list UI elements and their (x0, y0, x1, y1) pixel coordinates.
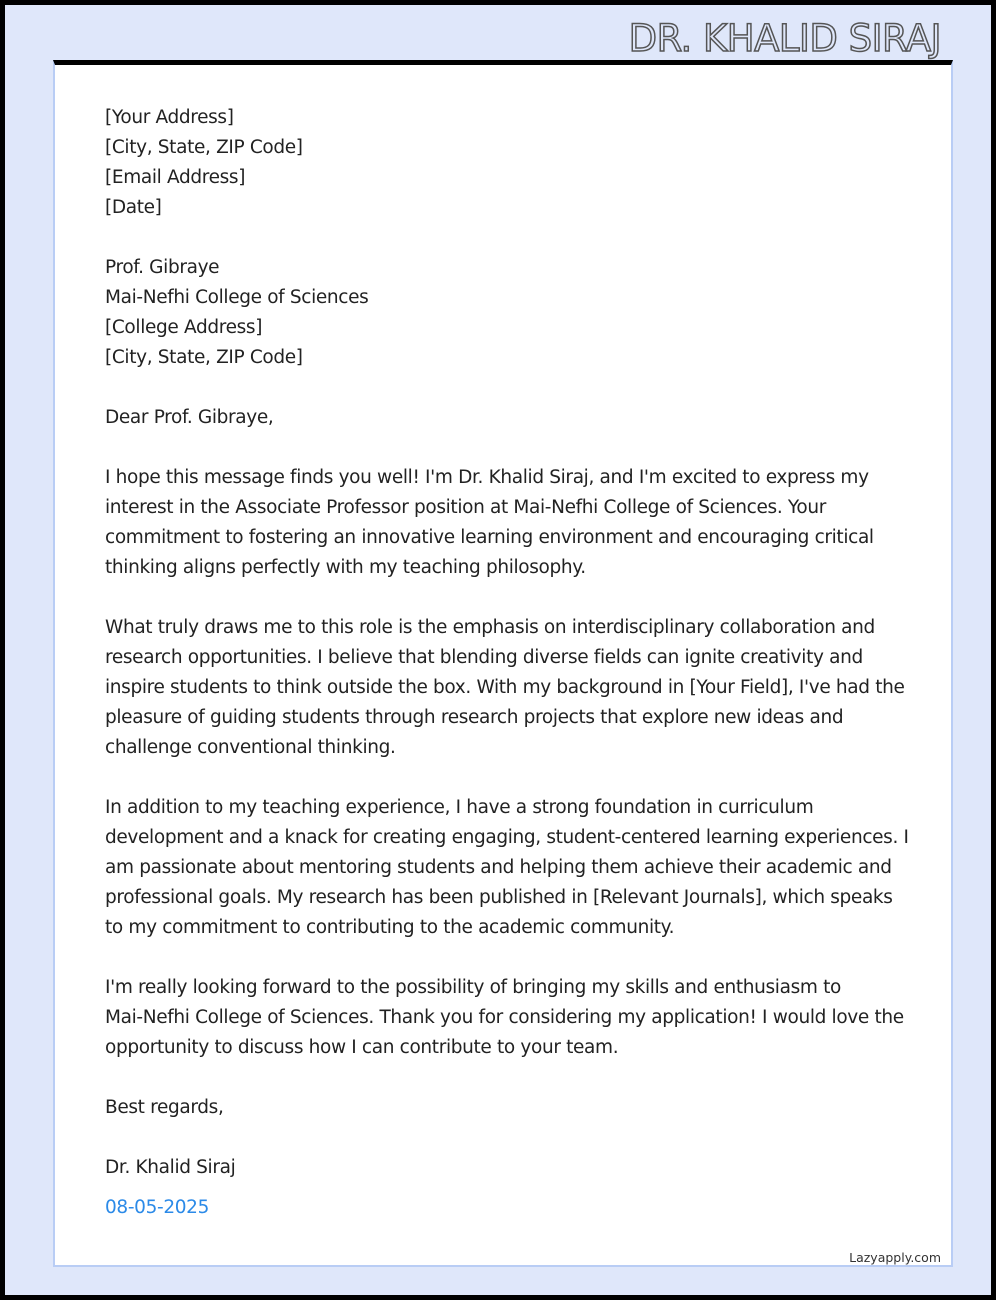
document-title: DR. KHALID SIRAJ (628, 17, 941, 60)
paragraph-1 (105, 463, 905, 583)
paragraph-line: development and a knack for creating engaging, student-centered learning experiences. I (105, 827, 909, 848)
closing: Best regards, (105, 1097, 224, 1118)
salutation: Dear Prof. Gibraye, (105, 407, 274, 428)
paragraph-line: I'm really looking forward to the possibility of bringing my skills and enthusiasm to (105, 977, 841, 998)
letter-date: 08-05-2025 (105, 1197, 210, 1218)
sender-city: [City, State, ZIP Code] (105, 137, 303, 158)
paragraph-line: challenge conventional thinking. (105, 737, 396, 758)
sender-block (105, 103, 905, 223)
paragraph-line: am passionate about mentoring students and helping them achieve their academic and (105, 857, 892, 878)
paragraph-line: Mai-Nefhi College of Sciences. Thank you for considering my application! I would love the (105, 1007, 904, 1028)
letter-page (53, 60, 953, 1267)
recipient-block (105, 253, 905, 373)
paragraph-2 (105, 613, 905, 763)
paragraph-line: professional goals. My research has been published in [Relevant Journals], which speaks (105, 887, 893, 908)
paragraph-line: What truly draws me to this role is the emphasis on interdisciplinary collaboration and (105, 617, 875, 638)
recipient-name: Prof. Gibraye (105, 257, 220, 278)
paragraph-line: pleasure of guiding students through research projects that explore new ideas and (105, 707, 844, 728)
paragraph-3 (105, 793, 909, 943)
letter-content (105, 103, 909, 1223)
paragraph-line: commitment to fostering an innovative learning environment and encouraging critical (105, 527, 874, 548)
recipient-city: [City, State, ZIP Code] (105, 347, 303, 368)
paragraph-line: I hope this message finds you well! I'm Dr. Khalid Siraj, and I'm excited to express my (105, 467, 869, 488)
sender-address: [Your Address] (105, 107, 234, 128)
signature: Dr. Khalid Siraj (105, 1157, 236, 1178)
paragraph-line: In addition to my teaching experience, I have a strong foundation in curriculum (105, 797, 814, 818)
paragraph-line: to my commitment to contributing to the academic community. (105, 917, 675, 938)
paragraph-line: interest in the Associate Professor position at Mai-Nefhi College of Sciences. Your (105, 497, 826, 518)
recipient-institution: Mai-Nefhi College of Sciences (105, 287, 369, 308)
paragraph-line: research opportunities. I believe that blending diverse fields can ignite creativity and (105, 647, 863, 668)
footer-brand: Lazyapply.com (849, 1250, 941, 1265)
sender-date: [Date] (105, 197, 162, 218)
recipient-address: [College Address] (105, 317, 263, 338)
paragraph-line: thinking aligns perfectly with my teaching philosophy. (105, 557, 586, 578)
paragraph-line: opportunity to discuss how I can contribute to your team. (105, 1037, 619, 1058)
paragraph-line: inspire students to think outside the box. With my background in [Your Field], I've had the (105, 677, 905, 698)
sender-email: [Email Address] (105, 167, 246, 188)
paragraph-4 (105, 973, 905, 1063)
